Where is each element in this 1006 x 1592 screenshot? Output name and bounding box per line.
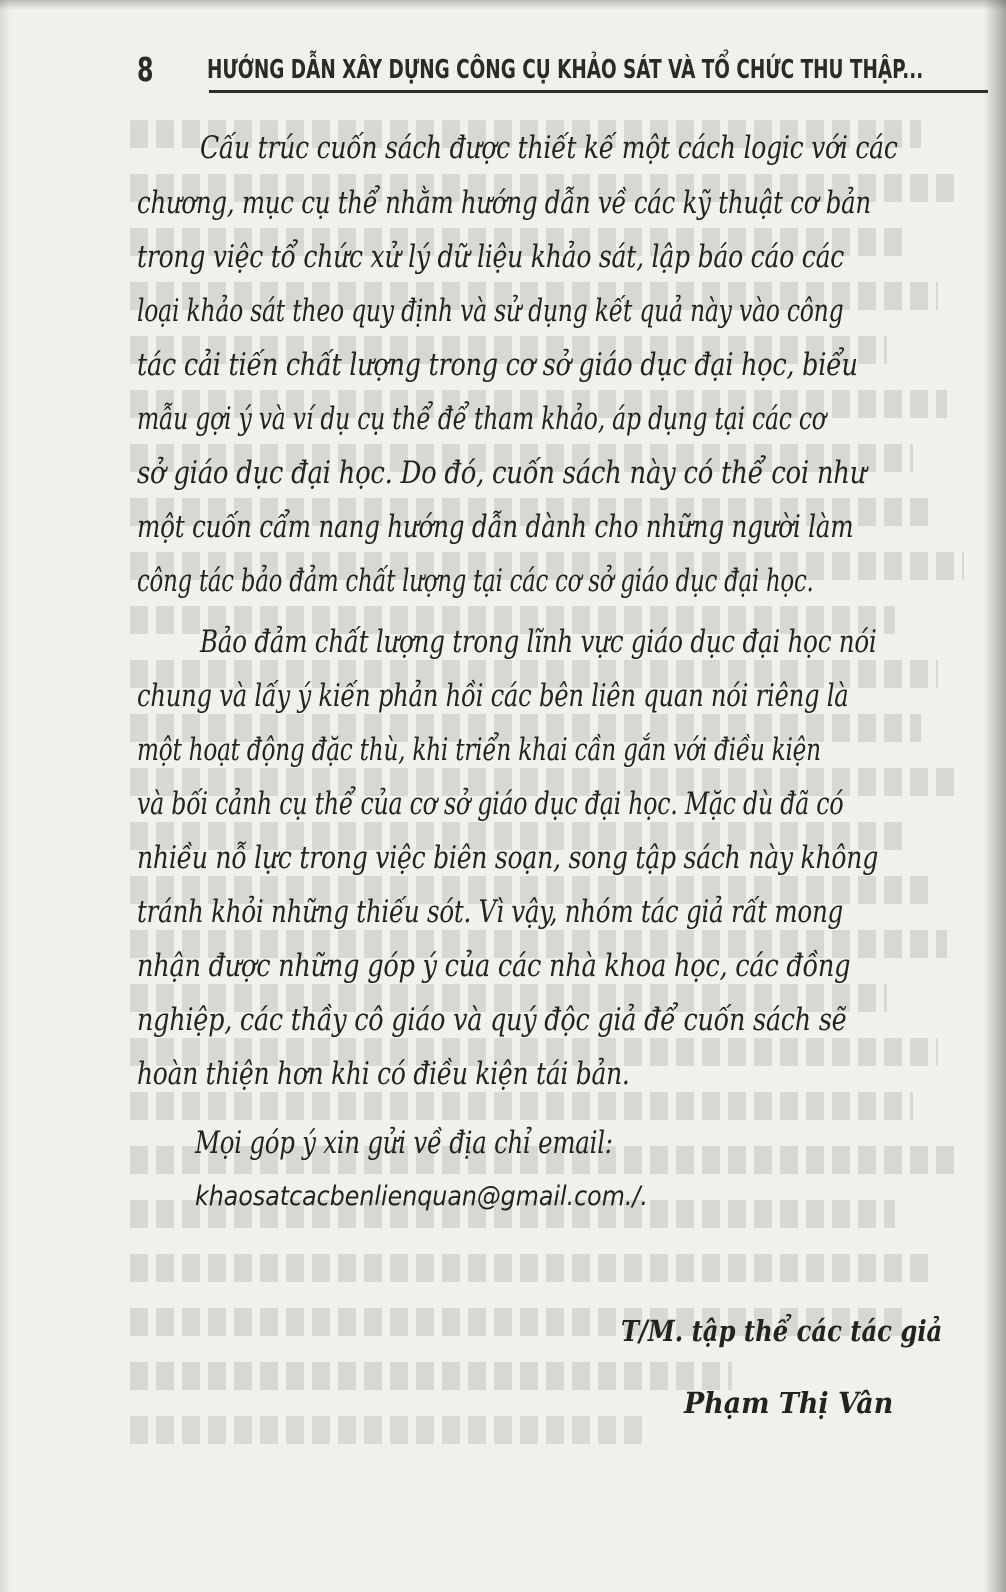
paragraph-1-line: chương, mục cụ thể nhằm hướng dẫn về các kỹ thuật cơ bản: [137, 185, 871, 221]
page-right-shading: [984, 0, 1006, 1592]
paragraph-1-line: mẫu gợi ý và ví dụ cụ thể để tham khảo, áp dụng tại các cơ: [137, 401, 826, 437]
email-address: khaosatcacbenlienquan@gmail.com./.: [195, 1181, 648, 1212]
paragraph-2-line: tránh khỏi những thiếu sót. Vì vậy, nhóm tác giả rất mong: [137, 894, 843, 930]
paragraph-2-line: chung và lấy ý kiến phản hồi các bên liên quan nói riêng là: [137, 678, 849, 714]
paragraph-1-line: loại khảo sát theo quy định và sử dụng kết quả này vào công: [137, 293, 844, 329]
paragraph-2-line: Bảo đảm chất lượng trong lĩnh vực giáo dục đại học nói: [200, 624, 877, 660]
paragraph-1-line: sở giáo dục đại học. Do đó, cuốn sách này có thể coi như: [137, 455, 867, 491]
paragraph-1-line: một cuốn cẩm nang hướng dẫn dành cho những người làm: [137, 509, 854, 545]
paragraph-1-line: công tác bảo đảm chất lượng tại các cơ sở giáo dục đại học.: [137, 563, 814, 599]
paragraph-2-line: nghiệp, các thầy cô giáo và quý độc giả để cuốn sách sẽ: [137, 1002, 847, 1038]
paragraph-1-line: trong việc tổ chức xử lý dữ liệu khảo sát, lập báo cáo các: [137, 239, 845, 275]
paragraph-1-line: Cấu trúc cuốn sách được thiết kế một cách logic với các: [200, 130, 898, 166]
paragraph-2-line: nhận được những góp ý của các nhà khoa học, các đồng: [137, 948, 851, 984]
running-title: HƯỚNG DẪN XÂY DỰNG CÔNG CỤ KHẢO SÁT VÀ TỔ CHỨC THU THẬP...: [207, 55, 924, 85]
paragraph-2-line: nhiều nỗ lực trong việc biên soạn, song tập sách này không: [137, 840, 879, 876]
paragraph-2-line: một hoạt động đặc thù, khi triển khai cần gắn với điều kiện: [137, 732, 821, 768]
signature-on-behalf: T/M. tập thể các tác giả: [621, 1314, 943, 1348]
paragraph-1-line: tác cải tiến chất lượng trong cơ sở giáo dục đại học, biểu: [137, 347, 858, 383]
contact-line: Mọi góp ý xin gửi về địa chỉ email:: [195, 1125, 613, 1161]
paragraph-2-line: hoàn thiện hơn khi có điều kiện tái bản.: [137, 1056, 630, 1092]
signature-name: Phạm Thị Vân: [684, 1386, 894, 1420]
paragraph-2-line: và bối cảnh cụ thể của cơ sở giáo dục đại học. Mặc dù đã có: [137, 786, 844, 822]
page-number: 8: [137, 50, 154, 89]
